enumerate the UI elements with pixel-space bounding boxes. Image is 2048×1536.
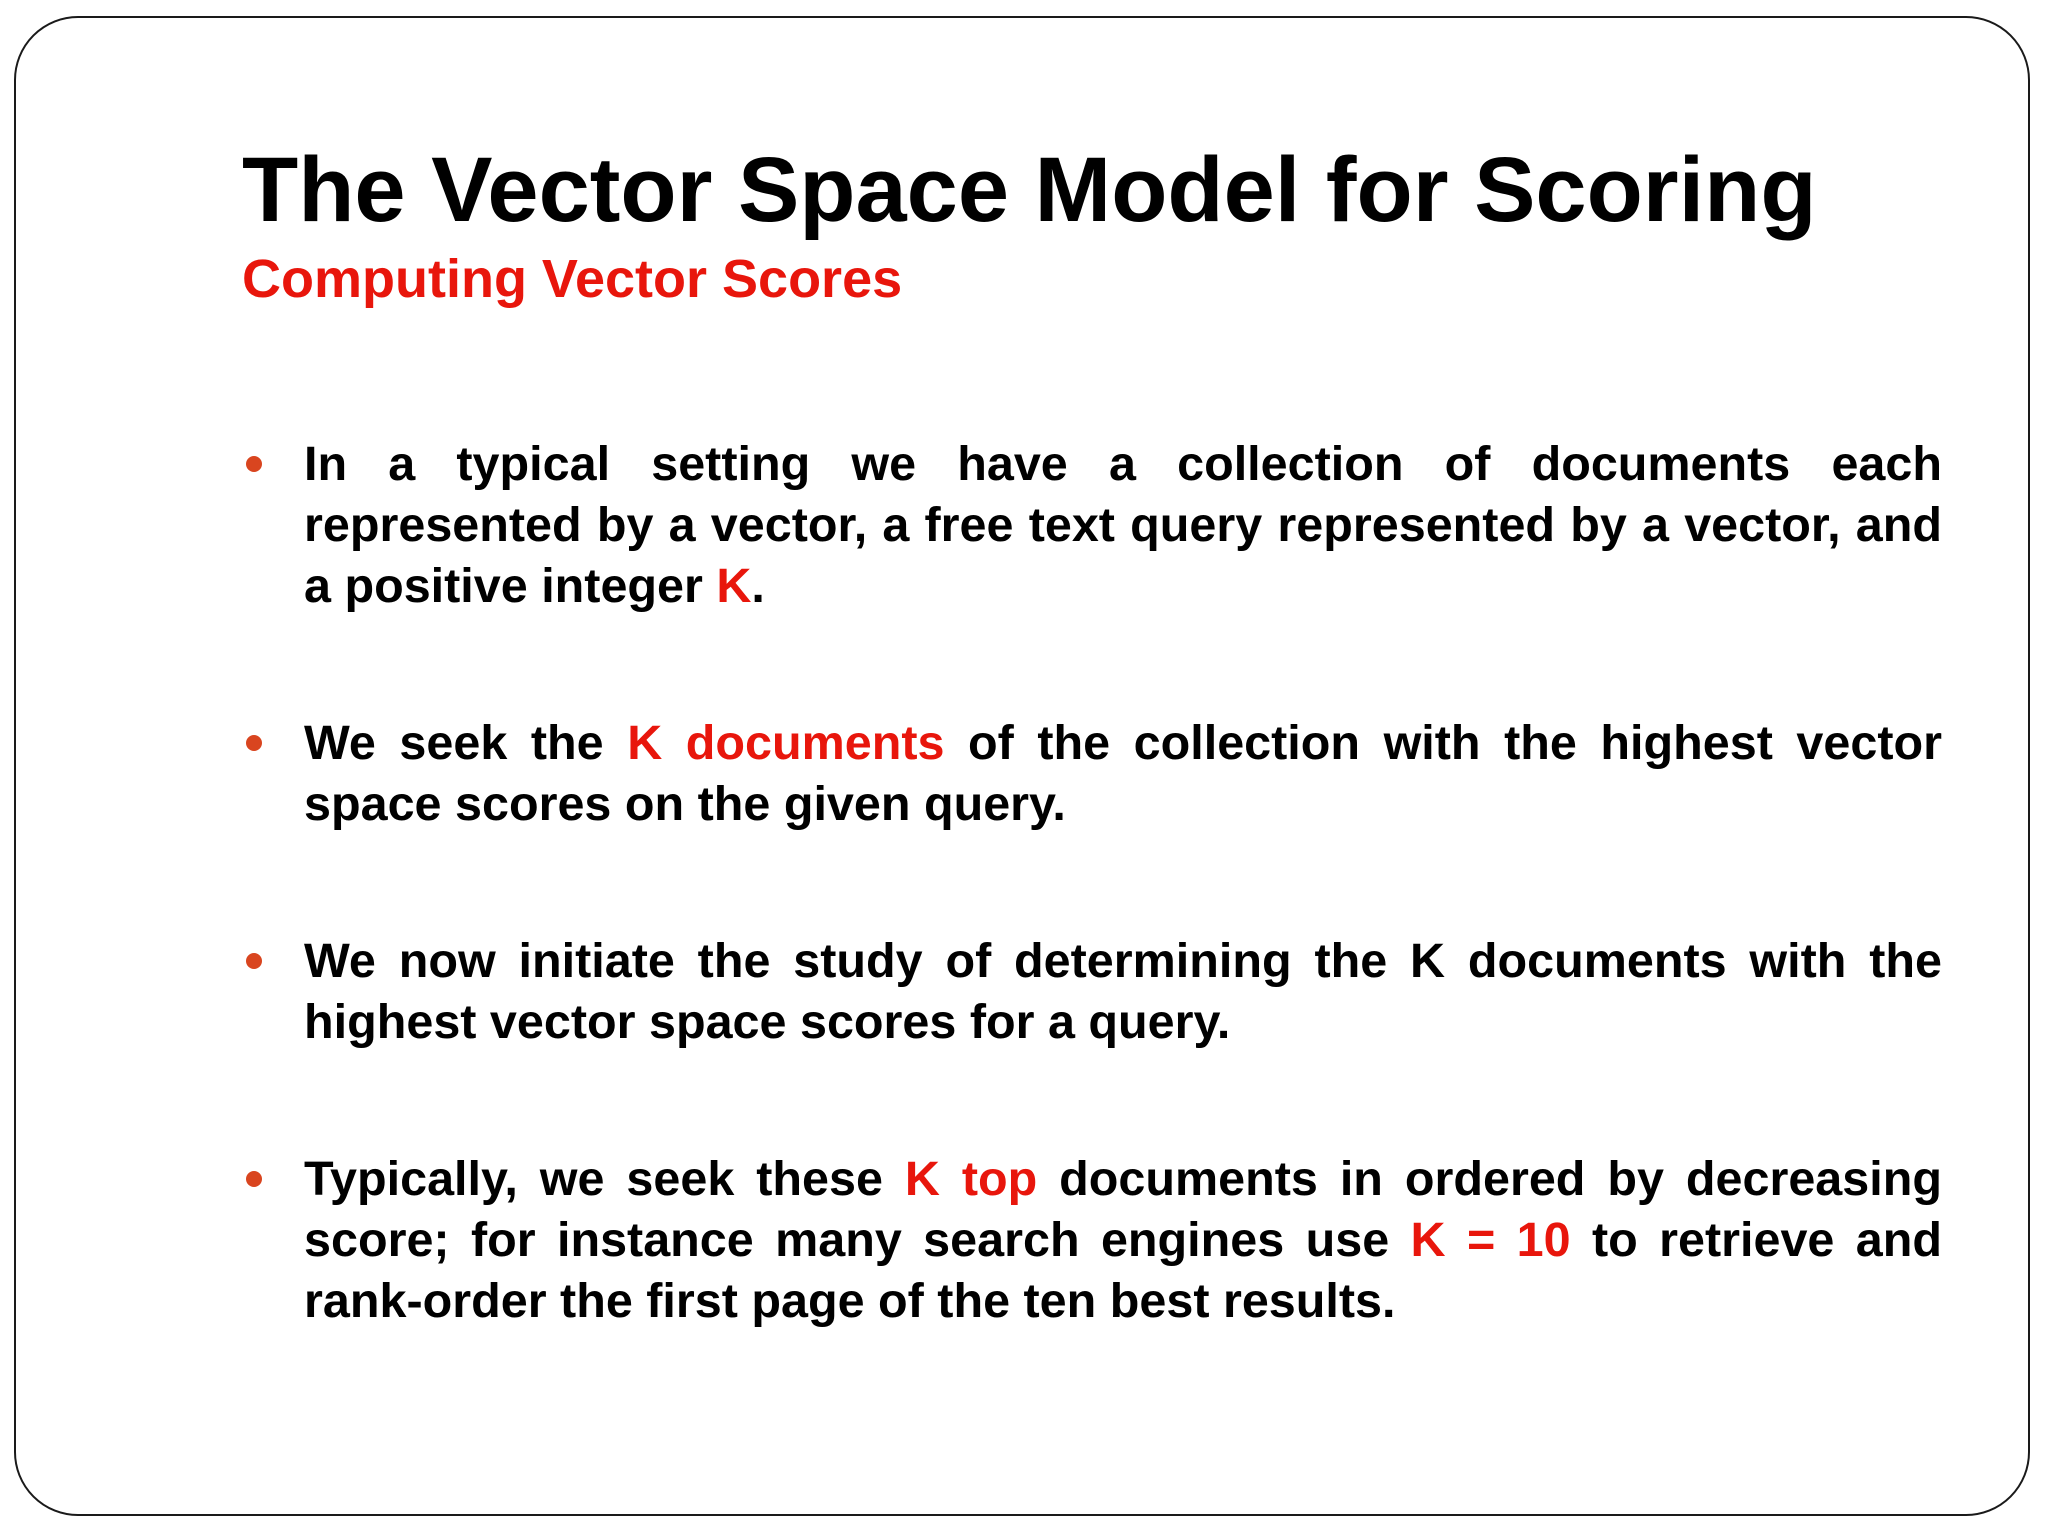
bullet-item [242, 1149, 1942, 1332]
bullet-dot-icon [246, 1171, 262, 1187]
bullet-text-segment: In a typical setting we have a collection of documents each represented by a vector, a free text query represented by a vector, and a positive integer [304, 437, 1942, 613]
bullet-item [242, 713, 1942, 835]
bullet-dot-icon [246, 456, 262, 472]
slide-subtitle: Computing Vector Scores [242, 249, 903, 309]
slide-title: The Vector Space Model for Scoring [242, 139, 1817, 241]
highlight-k-equals-10: K = 10 [1410, 1213, 1571, 1267]
highlight-k-documents: K documents [627, 716, 945, 770]
bullet-list [242, 434, 1942, 1428]
highlight-k: K [716, 559, 752, 613]
bullet-text-segment: to retrieve and rank-order the first page of the ten best results. [304, 1213, 1942, 1328]
bullet-dot-icon [246, 735, 262, 751]
bullet-text-segment: documents in ordered by decreasing score; for instance many search engines use [304, 1152, 1942, 1267]
bullet-text-segment: We now initiate the study of determining the K documents with the highest vector space scores for a query. [304, 934, 1942, 1049]
bullet-text-segment: Typically, we seek these [304, 1152, 905, 1206]
bullet-text-segment: We seek the [304, 716, 628, 770]
bullet-item [242, 931, 1942, 1053]
bullet-text-segment: of the collection with the highest vector space scores on the given query. [304, 716, 1942, 831]
highlight-k-top: K top [904, 1152, 1038, 1206]
bullet-item [242, 434, 1942, 617]
bullet-dot-icon [246, 953, 262, 969]
slide-frame [14, 16, 2030, 1516]
bullet-text-segment: . [751, 559, 765, 613]
